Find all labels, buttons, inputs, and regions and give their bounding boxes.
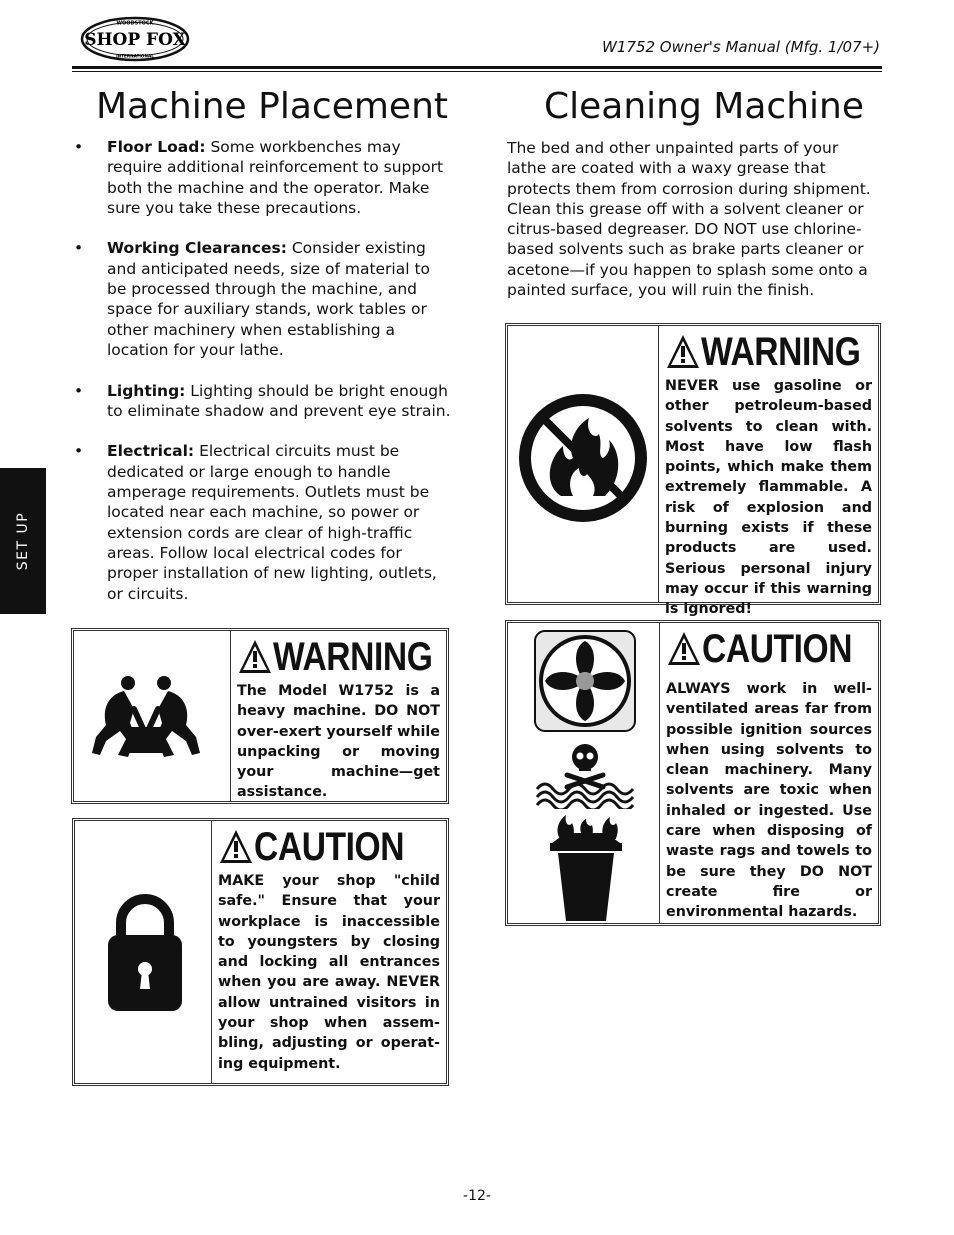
placement-bullet-list [72,137,452,624]
caution-label: CAUTION [702,627,853,671]
caution-content [660,623,878,923]
logo-text: SHOP FOX [84,30,186,50]
bullet-electrical [72,441,452,603]
warning-signal-word [665,332,872,372]
alert-triangle-icon [665,333,701,371]
header-rule-thin [72,71,882,72]
alert-triangle-icon [237,638,273,676]
bullet-text: Some workbenches may require additional reinforcement to support both the machine and the operator. Make sure you take these precautions. [107,138,444,217]
ventilation-fan-icon [533,629,637,733]
no-fire-icon [513,388,653,528]
page-number: -12- [463,1188,491,1204]
two-person-lift-icon [86,675,206,765]
warning-content [659,326,878,618]
alert-triangle-icon [218,828,254,866]
caution-label: CAUTION [254,825,405,869]
bullet-term: Lighting: [107,381,186,400]
bullet-text: Electrical circuits must be dedicated or large enough to handle amperage requirements. Outlets must be located near each machine, so power or extension cords are clear of high-traffic areas. Follow local electrical codes for proper installation of new lighting, outlets, or circuits. [107,442,437,603]
bullet-term: Electrical: [107,442,195,461]
heavy-machine-warning-box [71,628,449,804]
caution-signal-word [218,827,440,867]
cleaning-intro-paragraph: The bed and other unpainted parts of your lathe are coated with a waxy grease that protects them from corrosion during shipment. Clean this grease off with a solvent cleaner or citrus-based degreaser. DO NOT use chlorine-based solvents such as brake parts cleaner or acetone—if you happen to splash some onto a painted surface, you will ruin the finish. [507,139,871,300]
section-side-tab [0,468,46,614]
cleaning-machine-heading: Cleaning Machine [544,86,864,127]
warning-text: NEVER use gasoline or other petroleum-based solvents to clean with. Most have low flash points, which make them extremely flammable. A risk of explosion and burning exists if these products are used. Serious personal injury may occur if this warning is ignored! [665,378,872,618]
logo-top-text: WOODSTOCK [116,20,154,27]
caution-text: MAKE your shop "child safe." Ensure that your workplace is inaccessible to youngsters by closing and locking all entrances when you are away. NEVER allow untrained visitors in your shop when assem- bling, adjusting or operat- ing equipment. [218,873,440,1072]
caution-signal-word [666,629,872,669]
header-rule [72,66,882,69]
caution-picture-panel [75,821,212,1083]
padlock-icon [105,893,185,1013]
warning-label: WARNING [273,635,433,679]
bullet-term: Working Clearances: [107,239,287,258]
ventilation-caution-box [505,620,881,926]
side-tab-label: SET UP [15,511,31,571]
warning-picture-panel [508,326,659,602]
bullet-term: Floor Load: [107,138,206,156]
bullet-text: Lighting should be bright enough to eliminate shadow and prevent eye strain. [107,381,451,420]
solvent-warning-box [505,323,881,618]
bullet-working-clearances [72,238,452,360]
bullet-text: Consider existing and anticipated needs, size of material to be processed through the machine, and space for auxiliary stands, work tables or other machinery when establishing a location for your lathe. [107,239,431,359]
warning-label: WARNING [701,330,861,374]
toxic-fumes-icon [533,739,637,809]
bullet-lighting [72,381,452,422]
shop-fox-logo [80,16,190,62]
logo-bottom-text: INTERNATIONAL [116,53,154,59]
warning-text: The Model W1752 is a heavy machine. DO NOT over-exert yourself while unpacking or moving your machine—get assistance. [237,683,440,801]
burning-waste-can-icon [546,813,626,923]
warning-picture-panel [74,631,231,801]
caution-text: ALWAYS work in well-ventilated areas far from possible ignition sources when using solvents to clean machinery. Many solvents are toxic when inhaled or ingested. Use care when disposing of waste rags and towels to be sure they DO NOT create fire or environmental hazards. [666,681,872,921]
alert-triangle-icon [666,630,702,668]
warning-content [231,631,446,801]
child-safe-caution-box [72,818,449,1086]
caution-picture-panel [508,623,660,923]
caution-content [212,821,446,1083]
warning-signal-word [237,637,440,677]
manual-title: W1752 Owner's Manual (Mfg. 1/07+) [602,38,880,56]
bullet-floor-load [72,137,452,218]
machine-placement-heading: Machine Placement [96,86,449,127]
